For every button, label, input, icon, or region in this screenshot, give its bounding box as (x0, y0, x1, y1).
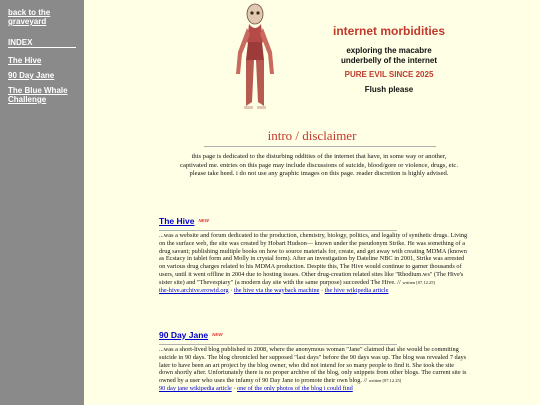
entry-title-the-hive[interactable]: The Hive (159, 216, 195, 226)
entry-divider (159, 344, 397, 345)
new-badge: NEW (198, 217, 209, 223)
flush-please-text: Flush please (364, 85, 414, 94)
site-title: internet morbidities (332, 24, 445, 38)
entry-title-90-day-jane[interactable]: 90 Day Jane (159, 330, 209, 340)
tagline-2: underbelly of the internet (340, 56, 437, 65)
sidebar-item-90-day-jane[interactable]: 90 Day Jane (8, 71, 55, 80)
entry-divider (159, 230, 397, 231)
pure-evil-banner: PURE EVIL SINCE 2025 (344, 70, 434, 79)
index-heading: INDEX (8, 38, 33, 47)
written-date: written [07.12.25] (368, 378, 402, 384)
entry-the-hive (159, 211, 469, 295)
main-content (84, 0, 540, 405)
tagline-1: exploring the macabre (346, 46, 432, 55)
entry-body (159, 346, 469, 385)
link-hive-wikipedia[interactable]: the hive wikipedia article (324, 286, 389, 294)
back-to-graveyard-link[interactable]: back to the graveyard (8, 8, 51, 26)
entry-links: the-hive.archive.erowid.org · the hive via the wayback machine · the hive wikipedia article (159, 286, 389, 294)
intro-disclaimer-text: this page is dedicated to the disturbing oddities of the internet that have, in some way or another, captivated me. entries on this page may include discussions of suicide, blood/gore or violence, drugs, etc. please take heed. i do not use any graphic images on this page. reader discretion is highly advised. (180, 153, 458, 178)
entry-body-text: ...was a website and forum dedicated to the production, chemistry, biology, politics, and legality of synthetic drugs. Living on the surface web, the site was created by Hobart Hudson— known under the pseudonym Strike. He was something of a drug savant; publishing multiple books on how to source materials for, create, and get away with creating MDMA (known as Ecstacy in tablet form and Molly in crystal form). After an investigation by Dateline NBC in 2001, Strike was arrested on various drug charges related to his MDMA production. Despite this, The Hive would continue to garner thousands of users, until it went offline in 2004 due to hosting issues. Other drug-creation related sites like "Rhodium.ws" (The Hive's sister site) and "Thevespiary" (a modern day site with the same purpose) succeeded The Hive. // (159, 232, 468, 286)
entry-links: 90 day jane wikipedia article · one of the only photos of the blog i could find (159, 384, 353, 392)
sidebar-item-blue-whale-challenge[interactable]: The Blue Whale Challenge (8, 86, 68, 104)
link-jane-blog-photo[interactable]: one of the only photos of the blog i could find (236, 384, 353, 392)
entry-body-text: ...was a short-lived blog published in 2008, where the anonymous woman "Jane" claimed that she would be commiting suicide in 90 days. The blog chronicled her supposed "last days" before the 90 days was up. The blog was revealed 7 days later to have been an art project by the blog owner, who did not intend for so many people to find it. She took the site down shortly after. Unfortunately there is no proper archive of the blog, only snippets from other blogs. The current site is owned by a user who uses the infamy of 90 Day Jane to promote their own blog. // (159, 346, 467, 385)
sidebar (0, 0, 84, 405)
link-jane-wikipedia[interactable]: 90 day jane wikipedia article (159, 384, 232, 392)
index-divider (8, 47, 76, 48)
sidebar-item-the-hive[interactable]: The Hive (8, 56, 42, 65)
written-date: written [07.12.25] (402, 279, 435, 285)
intro-heading: intro / disclaimer (267, 128, 357, 143)
link-hive-wayback[interactable]: the hive via the wayback machine (233, 286, 320, 294)
skeleton-illustration (228, 2, 282, 112)
link-hive-erowid-archive[interactable]: the-hive.archive.erowid.org (159, 286, 229, 294)
entry-90-day-jane (159, 325, 469, 393)
entry-body (159, 232, 469, 287)
intro-divider (204, 146, 436, 147)
new-badge: NEW (212, 331, 223, 337)
